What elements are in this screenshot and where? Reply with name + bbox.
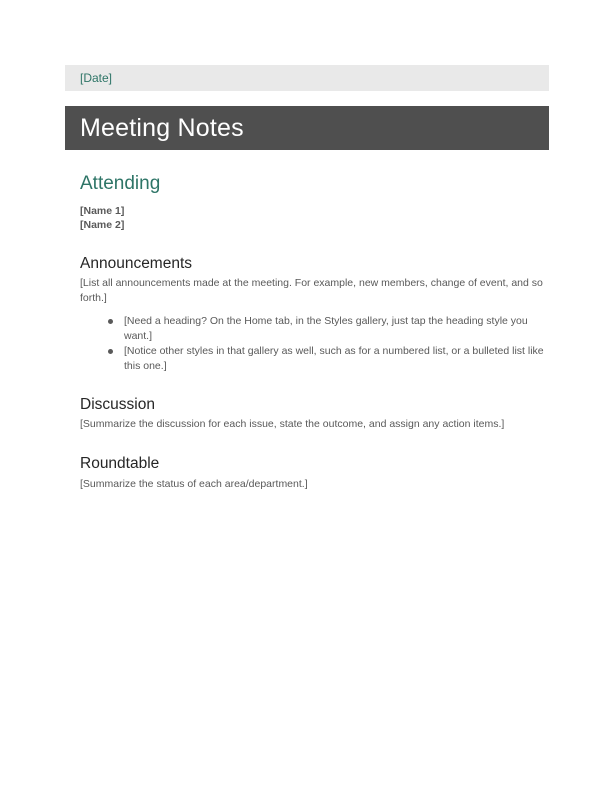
roundtable-body[interactable]: [Summarize the status of each area/department.]	[80, 478, 308, 490]
date-placeholder[interactable]: [Date]	[80, 71, 113, 85]
bullet-text: [Need a heading? On the Home tab, in the Styles gallery, just tap the heading style you want.]	[124, 315, 528, 342]
bullet-text: [Notice other styles in that gallery as well, such as for a numbered list, or a bulleted list like this one.]	[124, 345, 544, 372]
bullet-item[interactable]	[124, 314, 549, 344]
title-banner	[65, 106, 549, 150]
document-title[interactable]: Meeting Notes	[80, 114, 244, 142]
discussion-body[interactable]: [Summarize the discussion for each issue, state the outcome, and assign any action items.]	[80, 418, 505, 430]
attendee-name[interactable]: [Name 1]	[80, 205, 125, 217]
bullet-icon	[108, 349, 113, 354]
bullet-icon	[108, 319, 113, 324]
announcements-body[interactable]: [List all announcements made at the meeting. For example, new members, change of event, and so forth.]	[80, 277, 543, 304]
attendee-name[interactable]: [Name 2]	[80, 219, 125, 231]
attendee-list	[80, 204, 124, 232]
attending-heading[interactable]: Attending	[80, 173, 161, 194]
date-field[interactable]	[65, 65, 549, 91]
bullet-item[interactable]	[124, 344, 549, 374]
roundtable-heading[interactable]: Roundtable	[80, 455, 160, 472]
discussion-heading[interactable]: Discussion	[80, 396, 155, 413]
announcements-bullet-list	[124, 314, 549, 374]
announcements-heading[interactable]: Announcements	[80, 255, 193, 272]
